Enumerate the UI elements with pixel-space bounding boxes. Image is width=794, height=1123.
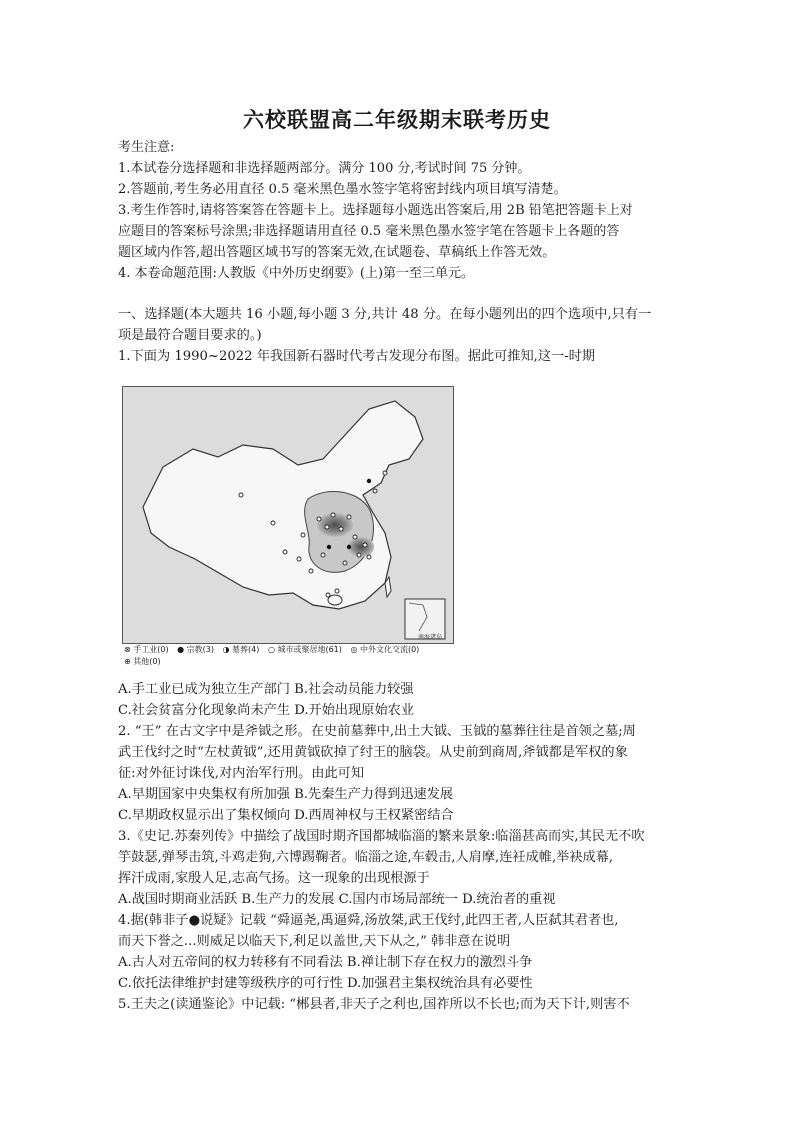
- legend-item: ◑ 墓葬(4): [222, 645, 260, 654]
- map-inset-label: 南海诸岛: [418, 634, 443, 641]
- notice-item: 3.考生作答时,请将答案答在答题卡上。选择题每小题选出答案后,用 2B 铅笔把答题卡上对: [118, 203, 633, 218]
- china-map-figure: [123, 387, 453, 643]
- question-5-stem: 5.王夫之(读通鉴论》中记载: “郴县者,非天子之利也,国祚所以不长也;而为天下计,则害不: [118, 997, 630, 1012]
- notice-item: 应题目的答案标号涂黑;非选择题请用直径 0.5 毫米黑色墨水签字笔在答题卡上各题的答: [118, 224, 620, 239]
- section-heading: 项是最符合题目要求的。): [118, 328, 262, 343]
- question-2-stem: 征:对外征讨诛伐,对内治军行刑。由此可知: [118, 766, 365, 781]
- question-option-row: A.早期国家中央集权有所加强 B.先秦生产力得到迅速发展: [118, 787, 454, 802]
- question-2-stem: 2. “王” 在古文字中是斧钺之形。在史前墓葬中,出土大钺、玉钺的墓葬往往是首领之墓;周: [118, 724, 636, 739]
- notice-item: 2.答题前,考生务必用直径 0.5 毫米黑色墨水签字笔将密封线内项目填写清楚。: [118, 182, 567, 197]
- hainan-island: [328, 595, 342, 605]
- question-option-row: C.社会贫富分化现象尚未产生 D.开始出现原始农业: [118, 703, 415, 718]
- archaeology-distribution-map: [122, 386, 454, 644]
- section-heading: 一、选择题(本大题共 16 小题,每小题 3 分,共计 48 分。在每小题列出的四个选项中,只有一: [118, 307, 652, 322]
- question-option-row: A.手工业已成为独立生产部门 B.社会动员能力较强: [118, 682, 414, 697]
- notice-item: 1.本试卷分选择题和非选择题两部分。满分 100 分,考试时间 75 分钟。: [118, 161, 531, 176]
- question-4-stem: 4.据(韩非子●说疑》记载 “舜逼尧,禹逼舜,汤放桀,武王伐纣,此四王者,人臣弑其君者也,: [118, 913, 619, 928]
- legend-item: ◎ 中外文化交流(0): [350, 645, 420, 654]
- question-3-stem: 3.《史记.苏秦列传》中描绘了战国时期齐国都城临淄的繁来景象:临淄甚高而实,其民无不吹: [118, 829, 645, 844]
- map-legend: [124, 644, 464, 668]
- question-3-stem: 竽鼓瑟,弹琴击筑,斗鸡走狗,六博踢鞠者。临淄之途,车毂击,人肩摩,连衽成帷,举袂成幕,: [118, 850, 614, 865]
- question-option-row: C.早期政权显示出了集权倾向 D.西周神权与王权紧密结合: [118, 808, 454, 823]
- legend-item: ⊕ 其他(0): [124, 657, 161, 666]
- notice-item: 题区域内作答,超出答题区域书写的答案无效,在试题卷、草稿纸上作答无效。: [118, 245, 556, 260]
- question-option-row: C.依托法律维护封建等级秩序的可行性 D.加强君主集权统治具有必要性: [118, 976, 533, 991]
- question-option-row: A.战国时期商业活跃 B.生产力的发展 C.国内市场局部统一 D.统治者的重视: [118, 892, 556, 907]
- page-title: 六校联盟高二年级期末联考历史: [243, 108, 551, 132]
- question-3-stem: 挥汗成雨,家殷人足,志高气扬。这一现象的出现根源于: [118, 871, 430, 886]
- china-outline: [143, 401, 423, 609]
- question-option-row: A.古人对五帝间的权力转移有不同看法 B.禅让制下存在权力的激烈斗争: [118, 955, 533, 970]
- question-4-stem: 而天下誉之...则威足以临天下,利足以盖世,天下从之,” 韩非意在说明: [118, 934, 511, 949]
- question-1-stem: 1.下面为 1990~2022 年我国新石器时代考古发现分布图。据此可推知,这一-时期: [118, 349, 596, 364]
- legend-item: ⊗ 手工业(0): [124, 645, 169, 654]
- legend-item: ● 宗教(3): [177, 645, 214, 654]
- notice-heading: 考生注意:: [118, 140, 175, 155]
- question-2-stem: 武王伐纣之时“左杖黄钺”,还用黄钺砍掉了纣王的脑袋。从史前到商周,斧钺都是军权的象: [118, 745, 628, 760]
- notice-item: 4. 本卷命题范围:人教版《中外历史纲要》(上)第一至三单元。: [118, 266, 475, 281]
- legend-item: ○ 城市或聚居地(61): [267, 645, 342, 654]
